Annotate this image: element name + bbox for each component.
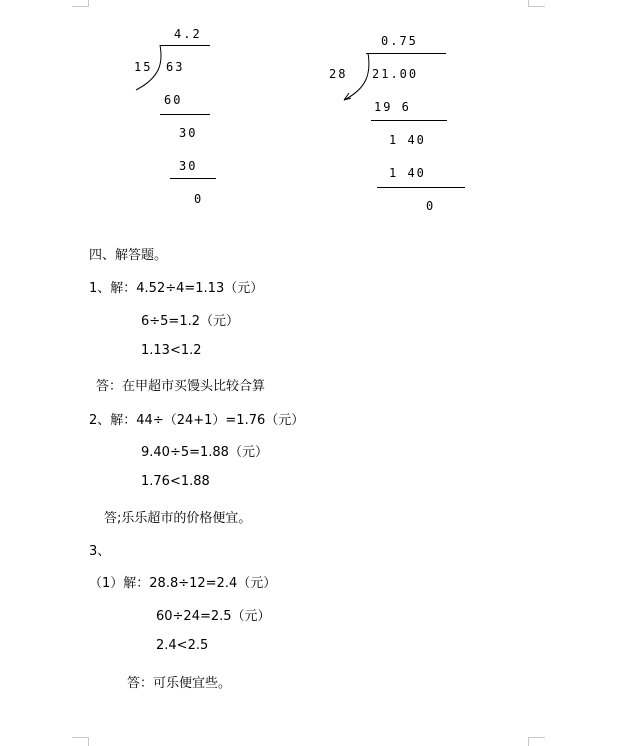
step1-product: 19 6 (374, 100, 411, 114)
subtraction-line-1 (160, 114, 210, 115)
dividend: 21.00 (372, 67, 419, 81)
page-corner-mark-top-left (72, 0, 89, 7)
q1-solution-line-2: 6÷5=1.2（元） (141, 314, 240, 329)
q2-solution-line-2: 9.40÷5=1.88（元） (141, 445, 268, 460)
step2-remainder: 1 40 (389, 133, 426, 147)
q2-answer: 答;乐乐超市的价格便宜。 (104, 511, 252, 526)
division-bar (366, 53, 446, 54)
step2-remainder: 30 (179, 126, 198, 140)
page-corner-mark-bottom-right (528, 737, 545, 746)
divisor: 28 (329, 67, 348, 81)
quotient: 4.2 (174, 27, 202, 41)
step2-product: 30 (179, 159, 198, 173)
section-heading: 四、解答题。 (89, 248, 168, 263)
division-bar (160, 45, 210, 46)
step2-product: 1 40 (389, 166, 426, 180)
final-remainder: 0 (194, 192, 204, 206)
page-corner-mark-top-right (528, 0, 545, 7)
q1-solution-line-1: 1、解：4.52÷4=1.13（元） (89, 281, 264, 296)
divisor: 15 (134, 60, 153, 74)
final-remainder: 0 (426, 199, 436, 213)
q3-answer: 答：可乐便宜些。 (127, 676, 232, 691)
q1-comparison: 1.13<1.2 (141, 343, 202, 358)
dividend: 63 (166, 60, 185, 74)
q3-label: 3、 (89, 544, 111, 559)
step1-product: 60 (164, 93, 183, 107)
q3-solution-line-1: （1）解：28.8÷12=2.4（元） (89, 576, 277, 591)
quotient: 0.75 (381, 34, 418, 48)
q3-comparison: 2.4<2.5 (156, 638, 209, 653)
q2-comparison: 1.76<1.88 (141, 474, 210, 489)
q1-answer: 答：在甲超市买馒头比较合算 (96, 379, 266, 394)
q3-solution-line-2: 60÷24=2.5（元） (156, 609, 271, 624)
subtraction-line-1 (371, 120, 447, 121)
subtraction-line-2 (170, 178, 216, 179)
page-corner-mark-bottom-left (72, 737, 89, 746)
q2-solution-line-1: 2、解：44÷（24+1）=1.76（元） (89, 413, 305, 428)
subtraction-line-2 (377, 187, 465, 188)
